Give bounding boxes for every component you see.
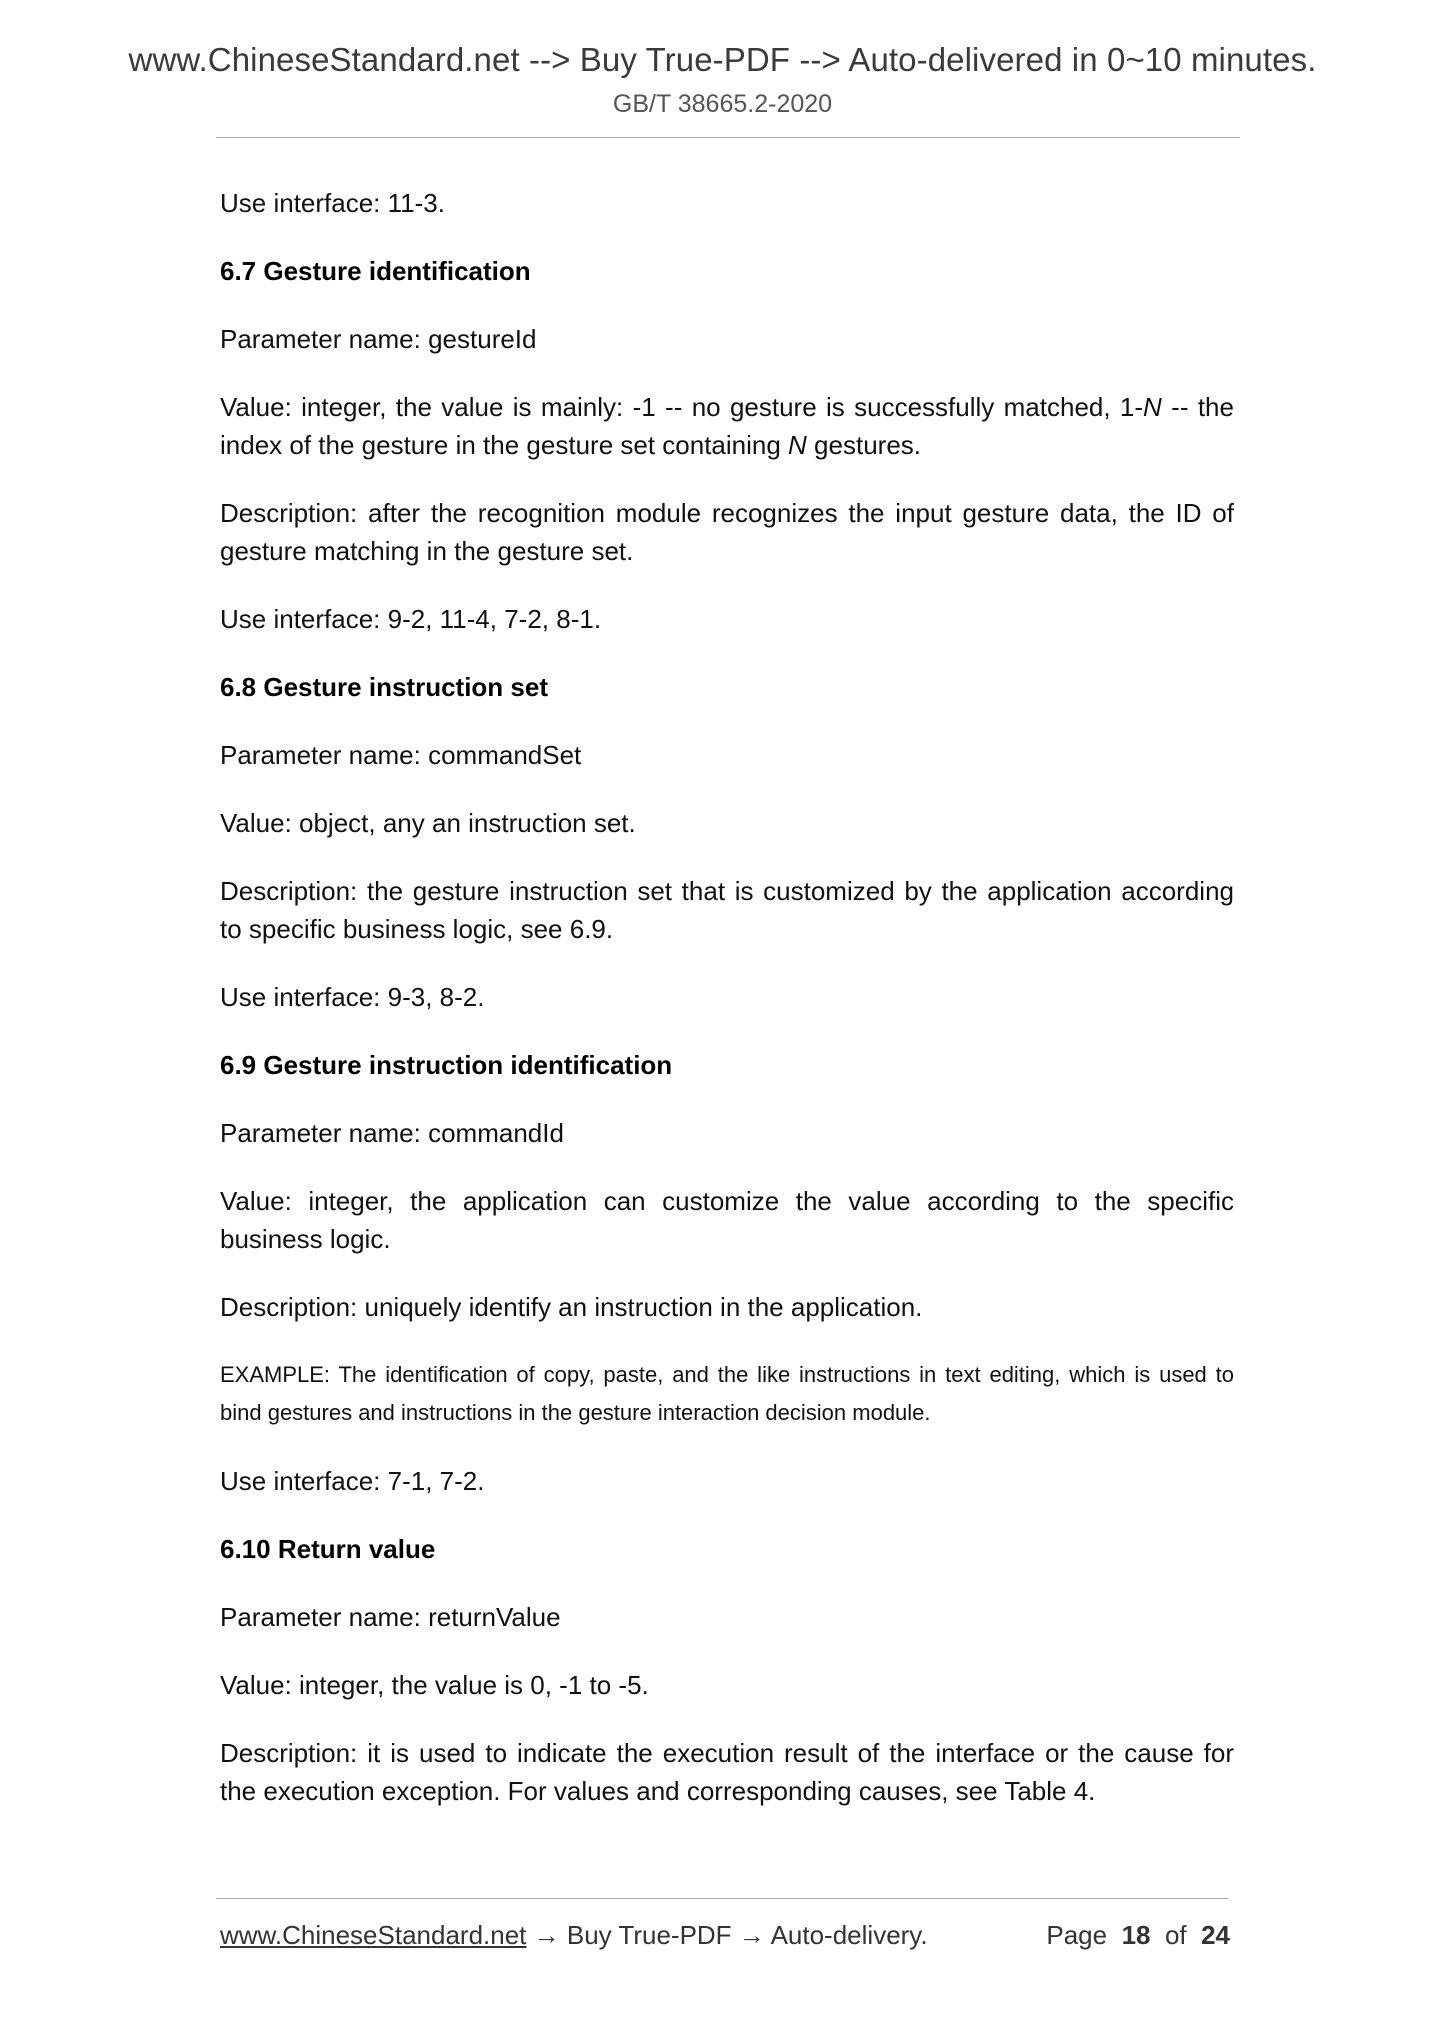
page-header [0, 38, 1445, 122]
value-6-8: Value: object, any an instruction set. [220, 808, 636, 838]
value-6-7-part1: Value: integer, the value is mainly: -1 -- no gesture is successfully matched, 1- [220, 392, 1144, 422]
use-interface-6-9: Use interface: 7-1, 7-2. [220, 1466, 485, 1496]
page-footer [220, 1915, 1230, 1955]
param-name-6-8: Parameter name: commandSet [220, 740, 582, 770]
use-interface-6-7: Use interface: 9-2, 11-4, 7-2, 8-1. [220, 604, 602, 634]
description-6-10: Description: it is used to indicate the execution result of the interface or the cause for the execution exception. For values and corresponding causes, see Table 4. [220, 1738, 1234, 1806]
footer-trail: → Buy True-PDF → Auto-delivery. [526, 1920, 928, 1950]
header-banner: www.ChineseStandard.net --> Buy True-PDF --> Auto-delivered in 0~10 minutes. [128, 41, 1317, 78]
description-6-9: Description: uniquely identify an instruction in the application. [220, 1292, 923, 1322]
page-label: Page [1046, 1920, 1108, 1950]
footer-divider [216, 1898, 1228, 1899]
intro-use-interface: Use interface: 11-3. [220, 188, 445, 218]
value-6-7-part2: -- the index of the gesture in the gesture set containing [220, 392, 1234, 460]
value-6-7 [220, 388, 1234, 464]
document-body [220, 184, 1234, 1840]
param-name-6-7: Parameter name: gestureId [220, 324, 537, 354]
use-interface-6-8: Use interface: 9-3, 8-2. [220, 982, 485, 1012]
value-6-10: Value: integer, the value is 0, -1 to -5. [220, 1670, 649, 1700]
value-6-9: Value: integer, the application can customize the value according to the specific business logic. [220, 1186, 1234, 1254]
value-6-7-var-n: N [1143, 392, 1162, 422]
footer-left [220, 1920, 928, 1950]
current-page-number: 18 [1121, 1920, 1151, 1950]
param-name-6-9: Parameter name: commandId [220, 1118, 564, 1148]
description-6-7: Description: after the recognition module recognizes the input gesture data, the ID of gesture matching in the gesture set. [220, 498, 1234, 566]
header-divider [216, 137, 1240, 138]
section-heading-6-9: 6.9 Gesture instruction identification [220, 1050, 673, 1080]
standard-number: GB/T 38665.2-2020 [612, 90, 833, 118]
footer-site-link[interactable]: www.ChineseStandard.net [220, 1920, 527, 1950]
value-6-7-part3: gestures. [806, 430, 921, 460]
description-6-8: Description: the gesture instruction set that is customized by the application according to specific business logic, see 6.9. [220, 876, 1234, 944]
of-label: of [1164, 1920, 1187, 1950]
section-heading-6-7: 6.7 Gesture identification [220, 256, 531, 286]
example-6-9: EXAMPLE: The identification of copy, paste, and the like instructions in text editing, which is used to bind gestures and instructions in the gesture interaction decision module. [220, 1362, 1234, 1425]
page-indicator [1046, 1915, 1230, 1955]
total-pages: 24 [1201, 1920, 1230, 1950]
section-heading-6-10: 6.10 Return value [220, 1534, 436, 1564]
param-name-6-10: Parameter name: returnValue [220, 1602, 561, 1632]
section-heading-6-8: 6.8 Gesture instruction set [220, 672, 548, 702]
value-6-7-var-n-2: N [788, 430, 807, 460]
